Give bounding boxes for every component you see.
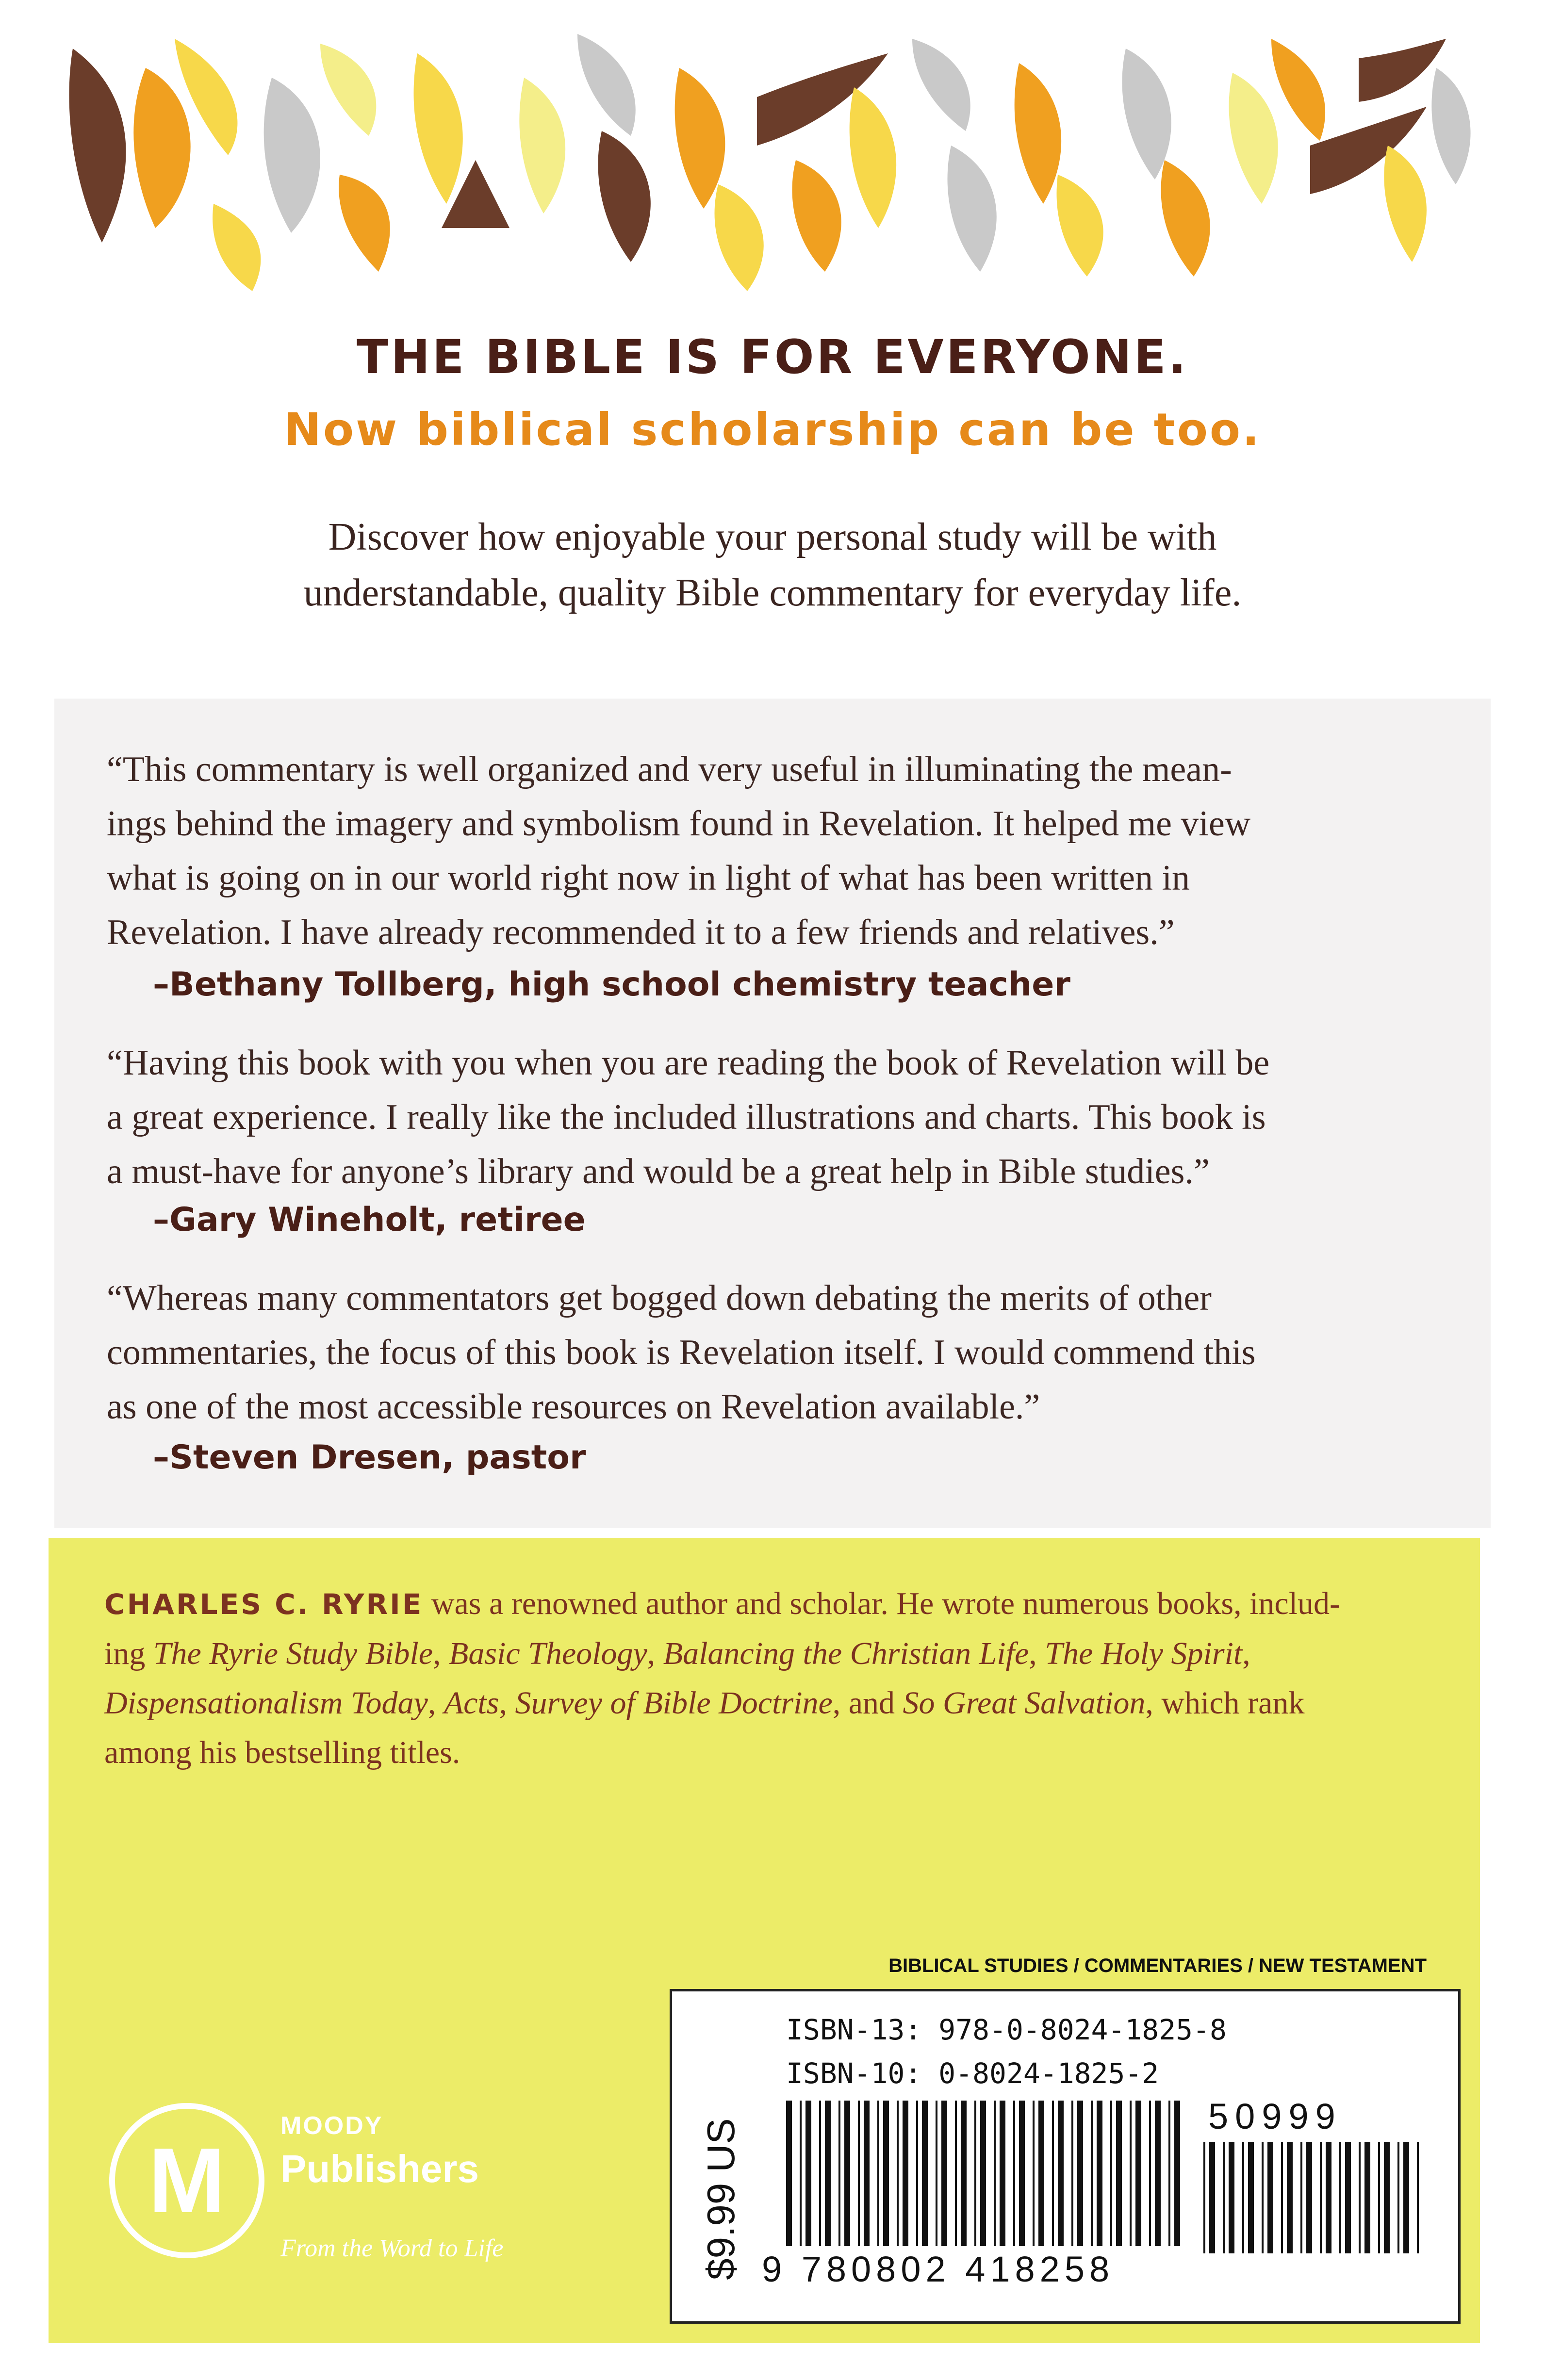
bio-text: ing — [104, 1636, 153, 1671]
endorsement-quote — [107, 1271, 1436, 1434]
ean-barcode-icon — [786, 2101, 1184, 2246]
barcode-bar — [936, 2101, 937, 2246]
book-title: Dispensationalism Today — [104, 1685, 428, 1721]
barcode-bar — [1091, 2101, 1093, 2246]
book-title: Acts — [444, 1685, 499, 1721]
barcode-bar — [1077, 2101, 1083, 2246]
quote-line: “This commentary is well organized and very useful in illuminating the mean- — [107, 750, 1232, 789]
leaf-shapes — [69, 34, 1471, 291]
barcode-bar — [1116, 2101, 1122, 2246]
book-title: Balancing the Christian Life — [663, 1636, 1029, 1671]
barcode-bar — [1229, 2142, 1234, 2253]
barcode-bar — [1300, 2142, 1302, 2253]
endorsement-quote — [107, 742, 1436, 960]
quote-line: ings behind the imagery and symbolism found in Revelation. It helped me view — [107, 804, 1251, 844]
isbn-13: ISBN-13: 978-0-8024-1825-8 — [786, 2013, 1227, 2046]
barcode-bar — [838, 2101, 840, 2246]
endorsement-attribution: –Steven Dresen, pastor — [153, 1438, 586, 1477]
barcode-bar — [825, 2101, 831, 2246]
barcode-bar — [1058, 2101, 1064, 2246]
bio-text: , — [1029, 1636, 1045, 1671]
barcode-bar — [1155, 2101, 1161, 2246]
book-title: Basic Theology — [449, 1636, 647, 1671]
barcode-bar — [1320, 2142, 1322, 2253]
bio-line — [104, 1629, 1439, 1679]
book-title: Survey of Bible Doctrine — [515, 1685, 833, 1721]
isbn-10: ISBN-10: 0-8024-1825-2 — [786, 2057, 1159, 2090]
quote-line: Revelation. I have already recommended it to a few friends and relatives.” — [107, 913, 1175, 952]
bio-text: , — [427, 1685, 444, 1721]
bio-line: among his bestselling titles. — [104, 1735, 460, 1770]
barcode-bar — [1339, 2142, 1341, 2253]
intro-paragraph — [146, 509, 1399, 621]
endorsement-attribution: –Bethany Tollberg, high school chemistry teacher — [153, 965, 1070, 1004]
barcode-bar — [1097, 2101, 1102, 2246]
intro-line: understandable, quality Bible commentary for everyday life. — [303, 571, 1242, 614]
bio-text: , — [647, 1636, 663, 1671]
bio-text: was a renowned author and scholar. He wrote numerous books, includ- — [423, 1586, 1341, 1621]
quote-line: what is going on in our world right now in light of what has been written in — [107, 858, 1190, 898]
bio-text: , which rank — [1145, 1685, 1305, 1721]
barcode-bar — [1013, 2101, 1015, 2246]
author-name: CHARLES C. RYRIE — [104, 1588, 424, 1621]
barcode-bar — [1287, 2142, 1293, 2253]
barcode-bar — [1033, 2101, 1035, 2246]
barcode-bar — [858, 2101, 860, 2246]
barcode-bar — [974, 2101, 976, 2246]
barcode-bar — [1359, 2142, 1361, 2253]
quote-line: “Having this book with you when you are reading the book of Revelation will be — [107, 1043, 1270, 1083]
price-code: 50999 — [1208, 2096, 1342, 2136]
barcode-bar — [1397, 2142, 1399, 2253]
barcode-bar — [1378, 2142, 1380, 2253]
barcode-bar — [1281, 2142, 1283, 2253]
barcode-bar — [1326, 2142, 1331, 2253]
barcode-bar — [922, 2101, 928, 2246]
quote-line: as one of the most accessible resources on Revelation available.” — [107, 1387, 1040, 1427]
publisher-subname: Publishers — [280, 2147, 479, 2190]
barcode-bar — [1262, 2142, 1264, 2253]
barcode-bar — [1223, 2142, 1225, 2253]
barcode-bar — [1248, 2142, 1254, 2253]
headline-primary: THE BIBLE IS FOR EVERYONE. — [356, 330, 1189, 384]
barcode-bar — [1149, 2101, 1151, 2246]
barcode-bar — [1403, 2142, 1409, 2253]
barcode-bar — [955, 2101, 957, 2246]
addon-barcode-icon — [1203, 2142, 1427, 2253]
barcode-bar — [1130, 2101, 1132, 2246]
barcode-bar — [883, 2101, 889, 2246]
barcode-bar — [980, 2101, 986, 2246]
bio-line — [104, 1679, 1439, 1728]
publisher-logo-icon — [109, 2103, 264, 2258]
book-title: The Ryrie Study Bible — [153, 1636, 433, 1671]
barcode-bar — [961, 2101, 967, 2246]
barcode-bar — [864, 2101, 870, 2246]
endorsement-quote — [107, 1036, 1436, 1199]
bio-text: , — [433, 1636, 449, 1671]
barcode-bar — [941, 2101, 947, 2246]
barcode-bar — [994, 2101, 996, 2246]
barcode-bar — [916, 2101, 918, 2246]
logo-monogram: M — [148, 2129, 226, 2232]
barcode-bar — [1052, 2101, 1054, 2246]
barcode-bar — [1000, 2101, 1005, 2246]
leaf-pattern-illustration — [0, 0, 1545, 301]
price-label: $9.99 US — [699, 2118, 742, 2280]
barcode-bar — [844, 2101, 850, 2246]
barcode-bar — [903, 2101, 908, 2246]
barcode-bar — [1019, 2101, 1025, 2246]
barcode-bar — [897, 2101, 899, 2246]
bio-text: , — [1242, 1636, 1250, 1671]
barcode-bar — [1168, 2101, 1170, 2246]
publisher-tagline: From the Word to Life — [280, 2234, 504, 2262]
quote-line: “Whereas many commentators get bogged down debating the merits of other — [107, 1278, 1212, 1318]
endorsement-attribution: –Gary Wineholt, retiree — [153, 1201, 586, 1239]
quote-line: a great experience. I really like the included illustrations and charts. This book is — [107, 1097, 1266, 1137]
barcode-bar — [1345, 2142, 1351, 2253]
barcode-bar — [1038, 2101, 1044, 2246]
book-title: The Holy Spirit — [1045, 1636, 1243, 1671]
intro-line: Discover how enjoyable your personal study will be with — [328, 516, 1217, 558]
bio-text: , — [499, 1685, 515, 1721]
barcode-bar — [1203, 2142, 1205, 2253]
barcode-bar — [877, 2101, 879, 2246]
barcode-bar — [1417, 2142, 1419, 2253]
headline-secondary: Now biblical scholarship can be too. — [283, 404, 1262, 456]
barcode-bar — [1174, 2101, 1180, 2246]
barcode-bar — [819, 2101, 821, 2246]
bio-text: , and — [832, 1685, 903, 1721]
quote-line: a must-have for anyone’s library and would be a great help in Bible studies.” — [107, 1152, 1210, 1191]
barcode-bar — [1242, 2142, 1244, 2253]
barcode-bar — [1306, 2142, 1312, 2253]
publisher-name: MOODY — [280, 2112, 383, 2140]
category-label: BIBLICAL STUDIES / COMMENTARIES / NEW TESTAMENT — [888, 1955, 1427, 1976]
barcode-bar — [1135, 2101, 1141, 2246]
author-bio — [104, 1579, 1439, 1777]
barcode-bar — [1110, 2101, 1112, 2246]
bio-line — [104, 1579, 1439, 1629]
barcode-bar — [1267, 2142, 1273, 2253]
book-title: So Great Salvation — [903, 1685, 1146, 1721]
barcode-bar — [805, 2101, 811, 2246]
ean-digits: 9 780802 418258 — [762, 2249, 1115, 2289]
quote-line: commentaries, the focus of this book is Revelation itself. I would commend this — [107, 1333, 1256, 1372]
barcode-bar — [786, 2101, 792, 2246]
barcode-bar — [1384, 2142, 1390, 2253]
barcode-bar — [800, 2101, 802, 2246]
barcode-bar — [1209, 2142, 1215, 2253]
barcode-bar — [1071, 2101, 1073, 2246]
barcode-bar — [1364, 2142, 1370, 2253]
